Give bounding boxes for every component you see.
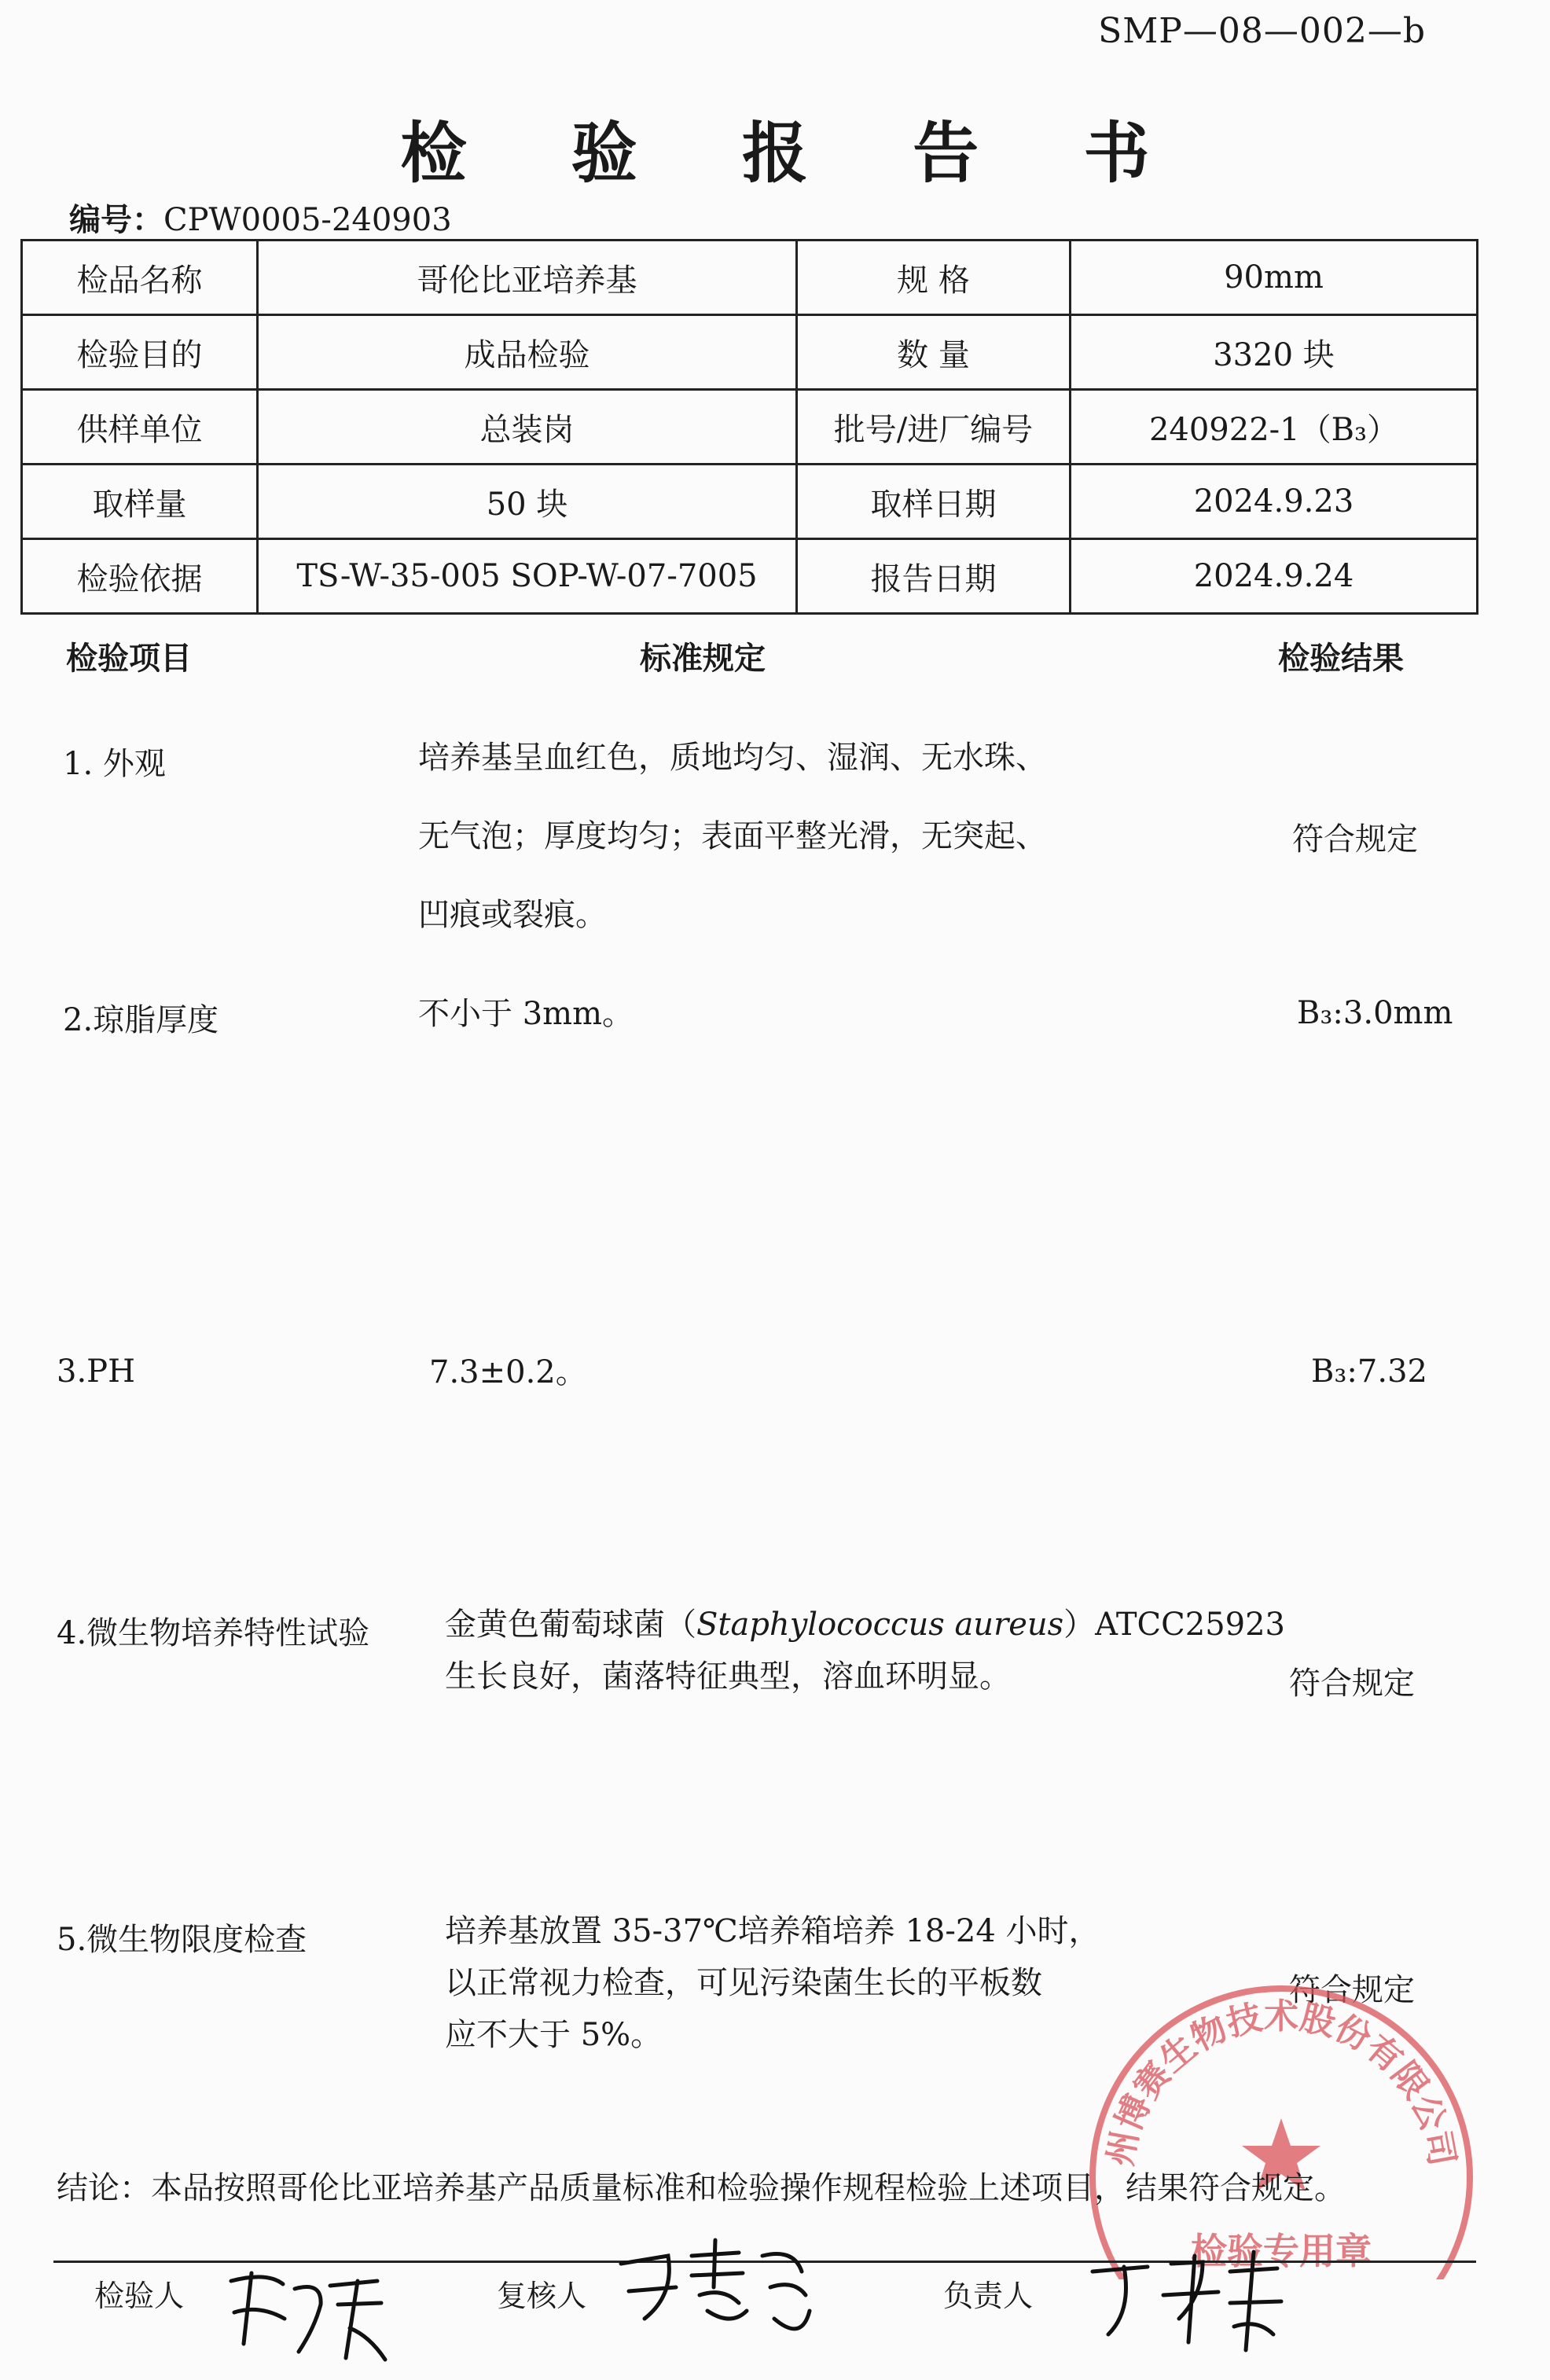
reviewer-label: 复核人 — [497, 2279, 587, 2313]
info-value: 50 块 — [258, 465, 797, 539]
info-label: 批号/进厂编号 — [797, 390, 1071, 465]
standard-line: 7.3±0.2。 — [429, 1354, 587, 1390]
item-standard — [418, 975, 634, 1053]
item-result: 符合规定 — [1292, 821, 1418, 858]
info-row — [22, 465, 1478, 539]
item-name: 5.微生物限度检查 — [57, 1922, 307, 1958]
standard-line: 生长良好，菌落特征典型，溶血环明显。 — [445, 1658, 1011, 1695]
standard-line: 不小于 3mm。 — [418, 996, 634, 1032]
info-label: 数 量 — [797, 315, 1071, 390]
standard-line: 凹痕或裂痕。 — [418, 897, 607, 933]
info-row — [22, 390, 1478, 465]
info-value: TS-W-35-005 SOP-W-07-7005 — [258, 539, 797, 614]
item-name: 2.琼脂厚度 — [63, 1002, 219, 1038]
info-label: 检品名称 — [22, 241, 258, 315]
info-value: 成品检验 — [258, 315, 797, 390]
stamp-arc-text: 州博赛生物技术股份有限公司 — [1100, 1996, 1463, 2169]
item-standard — [445, 1905, 1100, 2061]
item-standard — [445, 1599, 1285, 1702]
standard-line: 应不大于 5%。 — [445, 2017, 663, 2053]
item-result: B₃:3.0mm — [1297, 995, 1453, 1031]
info-value: 2024.9.24 — [1071, 539, 1478, 614]
item-name: 4.微生物培养特性试验 — [57, 1615, 370, 1651]
supervisor-signature — [1085, 2240, 1289, 2358]
info-value: 240922-1（B₃） — [1071, 390, 1478, 465]
info-row — [22, 539, 1478, 614]
info-label: 取样量 — [22, 465, 258, 539]
item-standard — [418, 718, 1047, 954]
conclusion: 结论：本品按照哥伦比亚培养基产品质量标准和检验操作规程检验上述项目，结果符合规定。 — [57, 2170, 1346, 2206]
inspector-signature — [220, 2257, 393, 2367]
serial-value: CPW0005-240903 — [163, 202, 452, 238]
item-result: B₃:7.32 — [1311, 1353, 1427, 1390]
info-label: 检验目的 — [22, 315, 258, 390]
item-name: 3.PH — [57, 1353, 135, 1390]
page-title: 检 验 报 告 书 — [400, 114, 1191, 192]
official-stamp — [1077, 1949, 1486, 2279]
info-value: 哥伦比亚培养基 — [258, 241, 797, 315]
column-result: 检验结果 — [1278, 640, 1404, 677]
column-item: 检验项目 — [66, 640, 192, 677]
item-result: 符合规定 — [1289, 1972, 1415, 2008]
info-label: 报告日期 — [797, 539, 1071, 614]
standard-line: 无气泡；厚度均匀；表面平整光滑，无突起、 — [418, 818, 1047, 854]
reviewer-signature — [613, 2232, 817, 2350]
standard-line: 金黄色葡萄球菌（Staphylococcus aureus）ATCC25923 — [445, 1607, 1285, 1643]
info-row — [22, 241, 1478, 315]
serial-label: 编号： — [69, 201, 163, 238]
info-value: 2024.9.23 — [1071, 465, 1478, 539]
standard-line: 培养基放置 35-37℃培养箱培养 18-24 小时， — [445, 1913, 1100, 1949]
serial-number — [69, 195, 452, 240]
supervisor-label: 负责人 — [943, 2279, 1034, 2313]
standard-line: 培养基呈血红色，质地均匀、湿润、无水珠、 — [418, 740, 1047, 776]
standard-line: 以正常视力检查，可见污染菌生长的平板数 — [445, 1965, 1042, 2001]
stamp-bottom-text: 检验专用章 — [1191, 2230, 1372, 2272]
info-value: 总装岗 — [258, 390, 797, 465]
info-row — [22, 315, 1478, 390]
info-table — [20, 239, 1478, 615]
item-result: 符合规定 — [1289, 1666, 1415, 1702]
info-value: 3320 块 — [1071, 315, 1478, 390]
info-label: 规 格 — [797, 241, 1071, 315]
document-code: SMP—08—002—b — [1098, 11, 1426, 51]
info-label: 取样日期 — [797, 465, 1071, 539]
info-label: 供样单位 — [22, 390, 258, 465]
info-value: 90mm — [1071, 241, 1478, 315]
item-name: 1. 外观 — [63, 746, 166, 782]
inspector-label: 检验人 — [94, 2279, 185, 2313]
info-label: 检验依据 — [22, 539, 258, 614]
column-standard: 标准规定 — [640, 640, 766, 677]
item-standard — [429, 1333, 587, 1412]
